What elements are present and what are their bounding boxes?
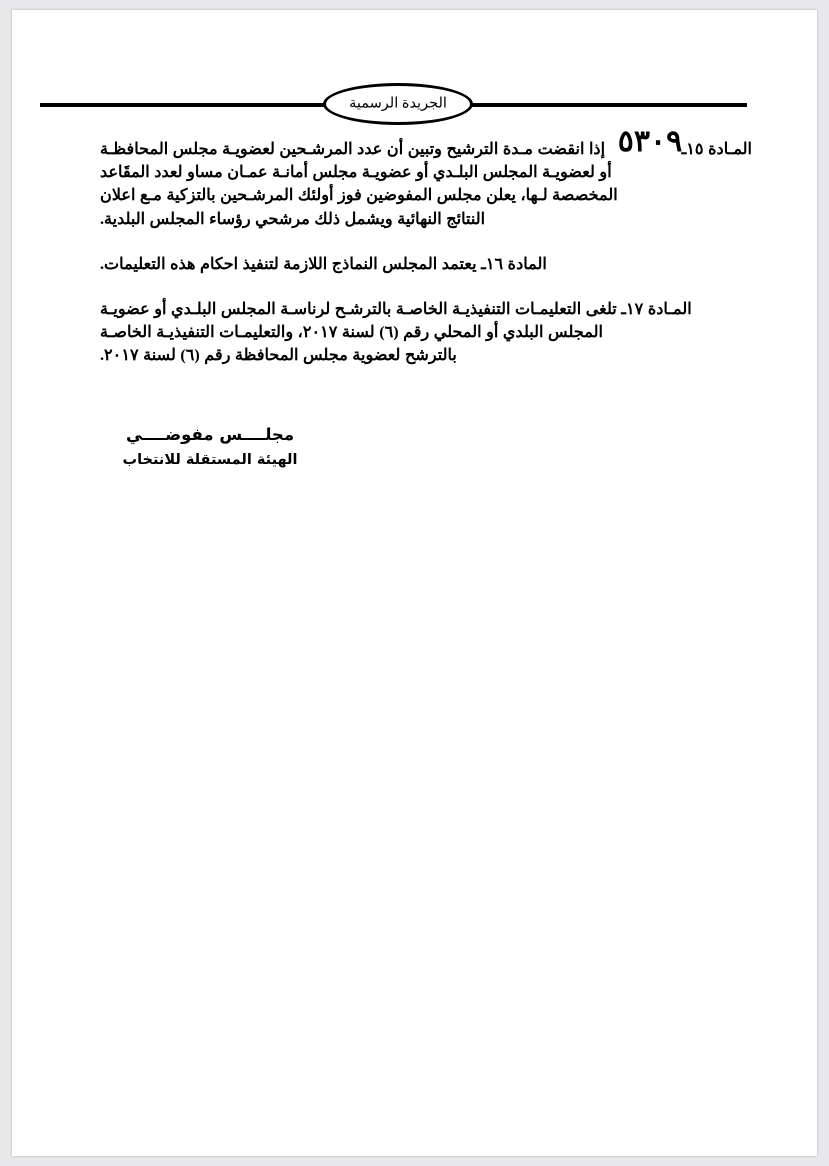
article-15-line-1-head: المـادة ١٥ـ <box>681 141 752 158</box>
article-15-line-1-rest: إذا انقضت مـدة الترشيح وتبين أن عدد المرشـحين لعضويـة مجلس المحافظـة <box>100 141 606 158</box>
signature-council: مجلــــس مفوضــــي <box>125 425 295 444</box>
article-17-line-2: المجلس البلدي أو المحلي رقم (٦) لسنة ٢٠١٧، والتعليمـات التنفيذيـة الخاصـة <box>100 324 603 342</box>
article-16-line-1: المادة ١٦ـ يعتمد المجلس النماذج اللازمة لتنفيذ احكام هذه التعليمات. <box>100 255 547 273</box>
signature-block <box>120 425 300 469</box>
article-16 <box>100 253 752 276</box>
article-15-line-3: المخصصة لـها، يعلن مجلس المفوضين فوز أولئك المرشـحين بالتزكية مـع اعلان <box>100 187 618 205</box>
page-number: ٥٣٠٩ <box>617 125 683 158</box>
signature-organization: الهيئة المستقلة للانتخاب <box>122 451 298 468</box>
article-15-line-4: النتائج النهائية ويشمل ذلك مرشحي رؤساء المجلس البلدية. <box>100 210 486 228</box>
article-17 <box>100 298 752 368</box>
document-body <box>100 138 752 368</box>
article-15 <box>100 138 752 231</box>
article-15-line-2: أو لعضويـة المجلس البلـدي أو عضويـة مجلس أمانـة عمـان مساو لعدد المقَاعد <box>100 164 612 182</box>
gazette-oval-badge <box>323 83 473 125</box>
article-15-line-1 <box>100 138 752 161</box>
article-17-line-1: المـادة ١٧ـ تلغى التعليمـات التنفيذيـة الخاصـة بالترشـح لرناسـة المجلس البلـدي أو عضويـة <box>100 301 692 319</box>
document-page <box>12 10 817 1156</box>
masthead-rule-right <box>470 103 747 107</box>
masthead-rule-left <box>40 103 325 107</box>
gazette-title: الجريدة الرسمية <box>349 95 447 112</box>
article-17-line-3: بالترشح لعضوية مجلس المحافظة رقم (٦) لسنة ٢٠١٧. <box>100 347 457 365</box>
